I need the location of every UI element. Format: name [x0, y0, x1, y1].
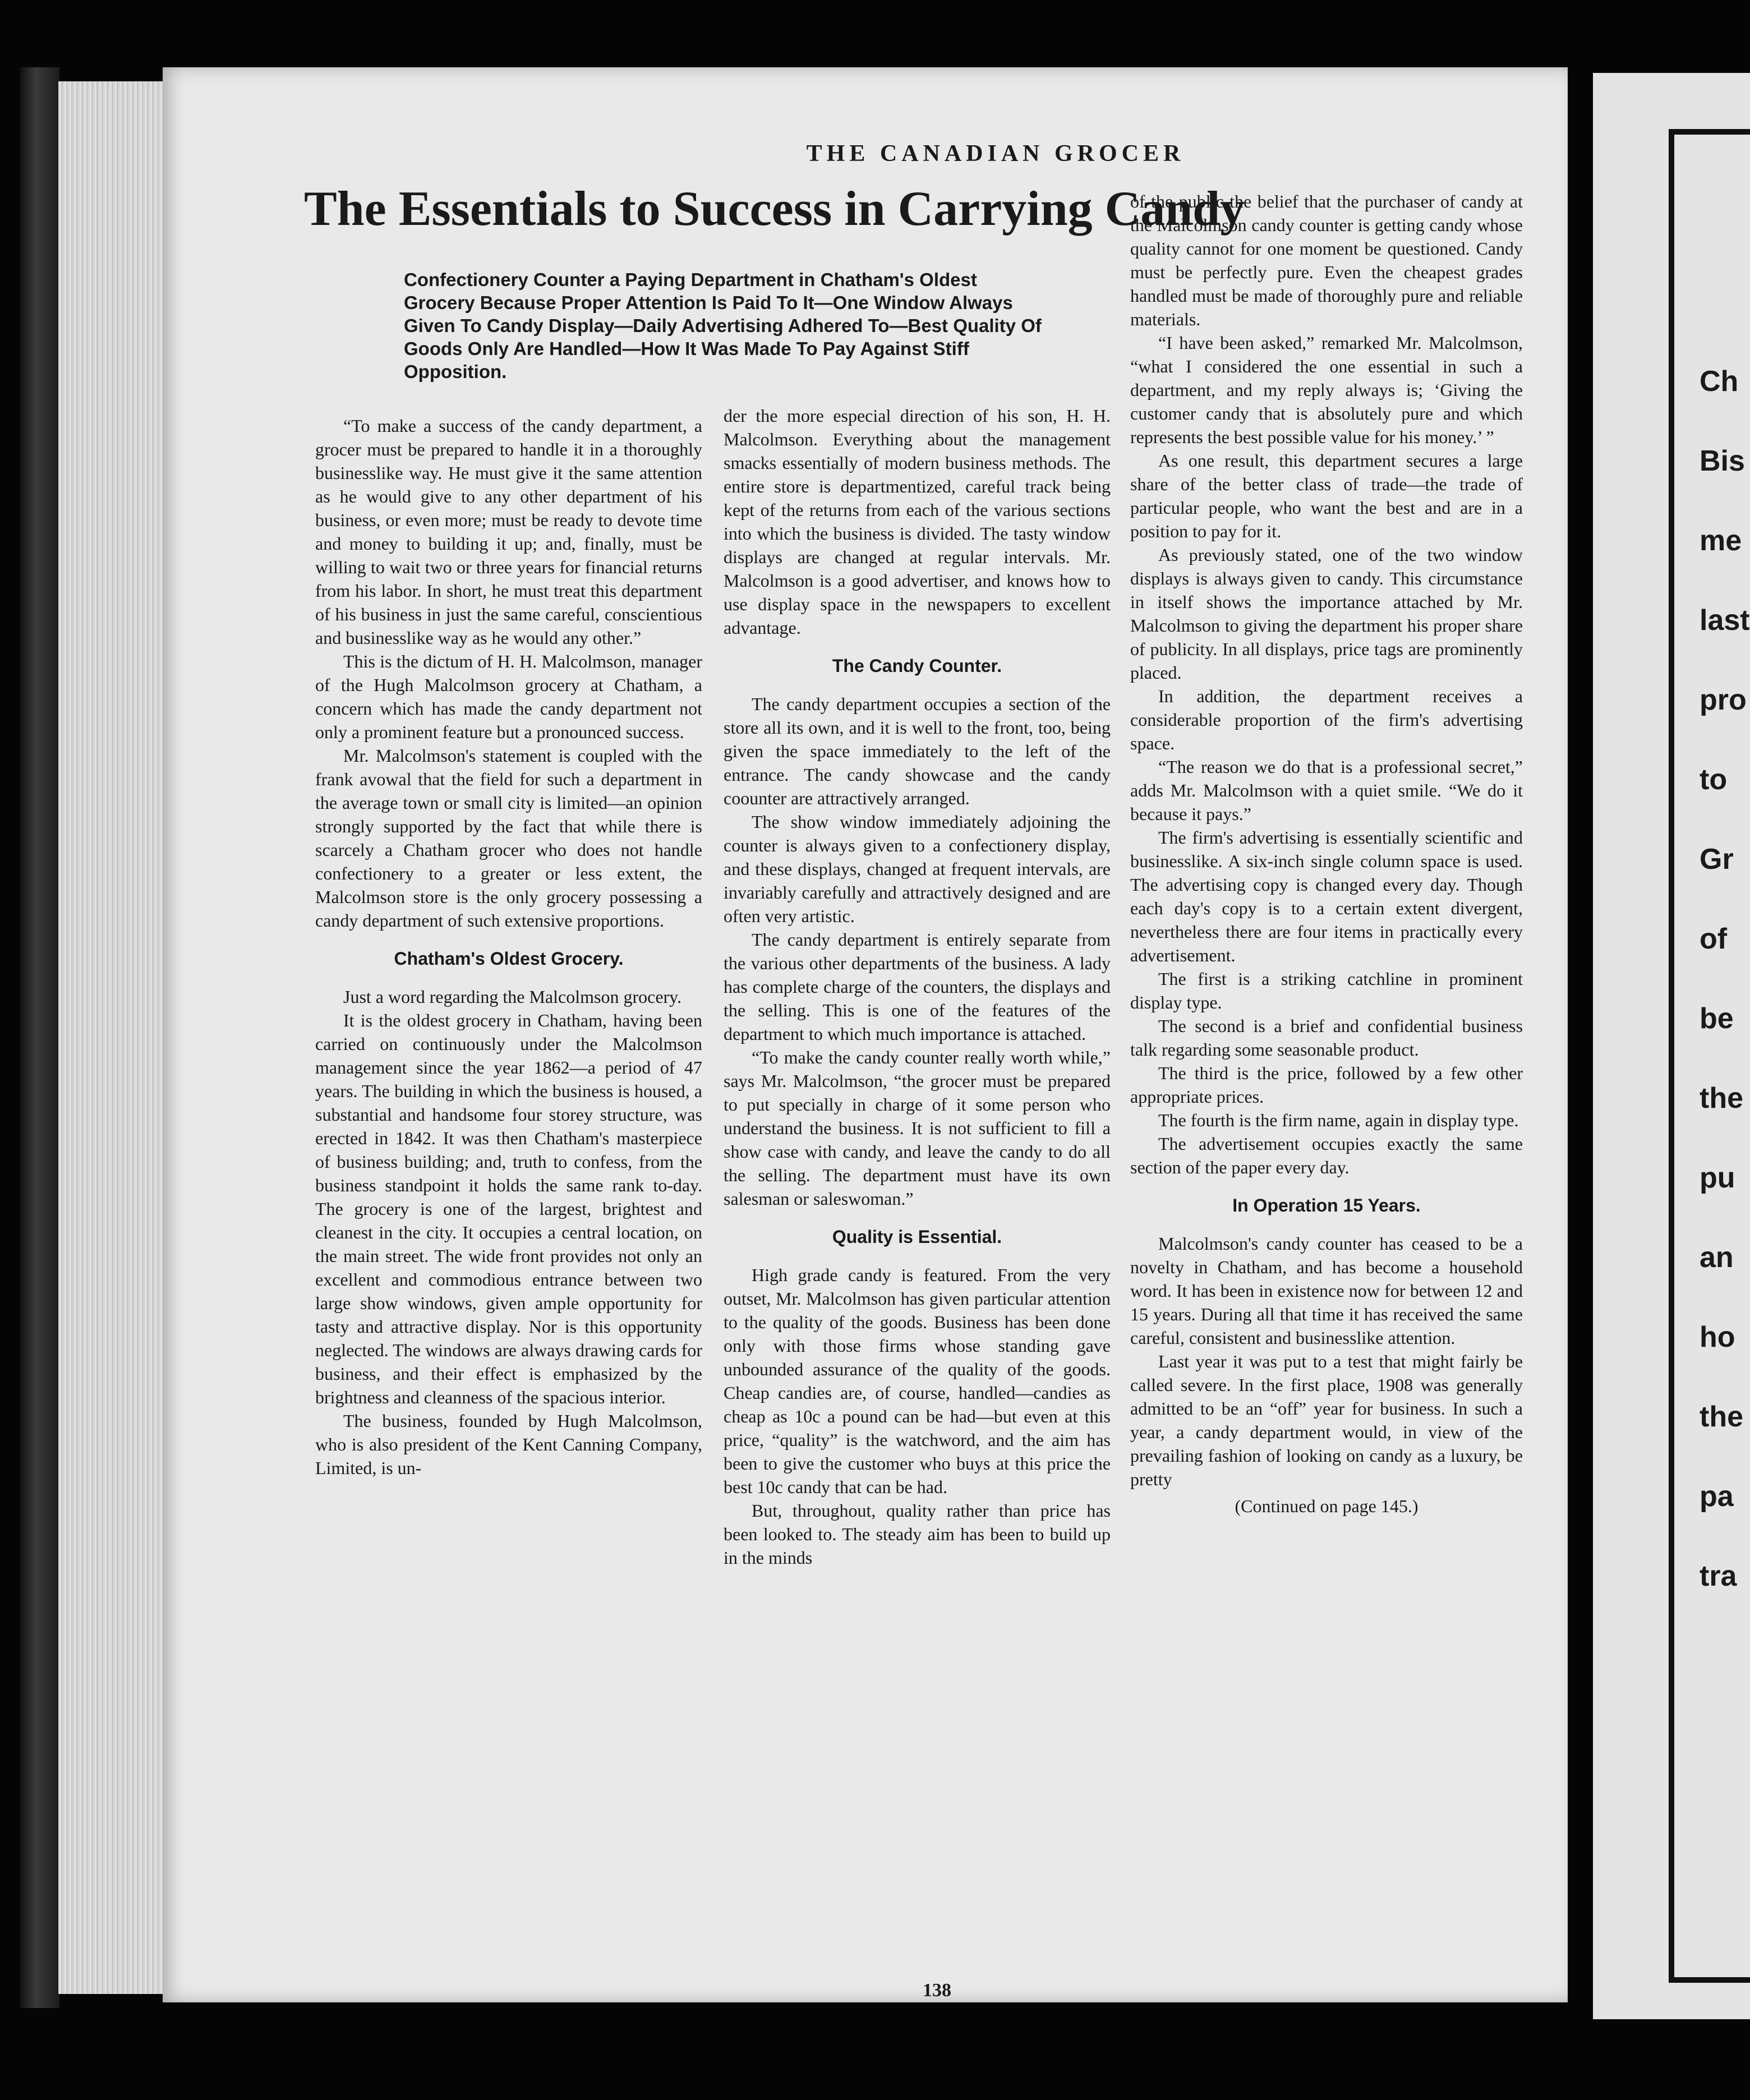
facing-page-fragment: Bis [1700, 445, 1745, 477]
paragraph: der the more especial direction of his son, H. H. Malcolmson. Everything about the management smacks essentially of modern business methods. The entire store is departmentized, careful track being kept of the returns from each of the various sections into which the business is divided. The tasty window displays are changed at regular intervals. Mr. Malcolmson is a good advertiser, and knows how to use display space in the newspapers to excellent advantage. [724, 406, 1111, 638]
facing-page-fragment: pu [1700, 1162, 1735, 1194]
facing-page-fragment: pro [1700, 684, 1747, 716]
facing-page-fragment: ho [1700, 1321, 1735, 1353]
facing-page-fragment: me [1700, 524, 1742, 557]
facing-page-fragment: be [1700, 1002, 1734, 1035]
facing-page-fragment: Ch [1700, 365, 1739, 398]
column-3 [1130, 190, 1523, 1518]
paragraph: The advertisement occupies exactly the same section of the paper every day. [1130, 1134, 1523, 1177]
article-title: The Essentials to Success in Carrying Candy [304, 182, 1245, 236]
column-1 [315, 414, 702, 1480]
paragraph: “I have been asked,” remarked Mr. Malcolmson, “what I considered the one essential in such a department, and my reply always is; ‘Giving the customer candy that is absolutely pure and which represents the best possible value for his money.’ ” [1130, 333, 1523, 447]
facing-page-fragment: to [1700, 763, 1728, 796]
paragraph: The candy department is entirely separate from the various other departments of the business. A lady has complete charge of the counters, the displays and the selling. This is one of the features of the department to which much importance is attached. [724, 929, 1111, 1044]
column-2 [724, 404, 1111, 1569]
running-head: THE CANADIAN GROCER [806, 141, 1185, 167]
paragraph: The business, founded by Hugh Malcolmson, who is also president of the Kent Canning Company, Limited, is un- [315, 1411, 702, 1478]
paragraph: It is the oldest grocery in Chatham, having been carried on continuously under the Malcolmson management since the year 1862—a period of 47 years. The building in which the business is housed, a substantial and handsome four storey structure, was erected in 1842. It was then Chatham's masterpiece of business building; and, truth to confess, from the business standpoint it holds the same rank to-day. The grocery is one of the largest, brightest and cleanest in the city. It occupies a central location, on the main street. The wide front provides not only an excellent and commodious entrance between two large show windows, given ample opportunity for tasty and attractive display. Nor is this opportunity neglected. The windows are always drawing cards for business, and their effect is emphasized by the brightness and cleanness of the spacious interior. [315, 1010, 702, 1407]
facing-page-fragment: the [1700, 1401, 1743, 1433]
paragraph: Mr. Malcolmson's statement is coupled with the frank avowal that the field for such a department in the average town or small city is limited—an opinion strongly supported by the fact that while there is scarcely a Chatham grocer who does not handle confectionery to a greater or less extent, the Malcolmson store is the only grocery possessing a candy department of such extensive proportions. [315, 745, 702, 931]
paragraph: “The reason we do that is a professional secret,” adds Mr. Malcolmson with a quiet smile. “We do it because it pays.” [1130, 757, 1523, 824]
paragraph: The firm's advertising is essentially scientific and businesslike. A six-inch single column space is used. The advertising copy is changed every day. Though each day's copy is to a certain extent divergent, nevertheless there are four items in practically every advertisement. [1130, 827, 1523, 965]
continued-note: (Continued on page 145.) [1235, 1496, 1419, 1516]
facing-page-fragment: tra [1700, 1560, 1737, 1592]
facing-page-ad-frame [1669, 129, 1750, 1983]
article-deck: Confectionery Counter a Paying Department in Chatham's Oldest Grocery Because Proper Attention Is Paid To It—One Window Always Given To Candy Display—Daily Advertising Adhered To—Best Quality Of Goods Only Are Handled—How It Was Made To Pay Against Stiff Opposition. [404, 269, 1042, 382]
paragraph: The third is the price, followed by a few other appropriate prices. [1130, 1063, 1523, 1107]
facing-page-fragment: of [1700, 923, 1728, 955]
page-edges [58, 81, 166, 1994]
facing-page-fragment: Gr [1700, 843, 1734, 876]
facing-page-fragment: an [1700, 1241, 1734, 1274]
paragraph: Last year it was put to a test that might fairly be called severe. In the first place, 1908 was generally admitted to be an “off” year for business. In such a year, a candy department would, in view of the prevailing fashion of looking on candy as a luxury, be pretty [1130, 1351, 1523, 1489]
paragraph: High grade candy is featured. From the very outset, Mr. Malcolmson has given particular attention to the quality of the goods. Business has been done only with those firms whose standing gave unbounded assurance of the quality of the goods. Cheap candies are, of course, handled—candies as cheap as 10c a pound can be had—but even at this price, “quality” is the watchword, and the aim has been to give the customer who buys at this price the best 10c candy that can be had. [724, 1265, 1111, 1497]
paragraph: As one result, this department secures a large share of the better class of trade—the trade of particular people, who want the best and are in a position to pay for it. [1130, 450, 1523, 541]
section-heading: Chatham's Oldest Grocery. [394, 948, 624, 969]
paragraph: This is the dictum of H. H. Malcolmson, manager of the Hugh Malcolmson grocery at Chatham, a concern which has made the candy department not only a prominent feature but a pronounced success. [315, 651, 702, 742]
facing-page-fragment: the [1700, 1082, 1743, 1115]
paragraph: “To make a success of the candy department, a grocer must be prepared to handle it in a thoroughly businesslike way. He must give it the same attention as he would give to any other department of his business, or even more; must be ready to devote time and money to building it up; and, finally, must be willing to wait two or three years for financial returns from his labor. In short, he must treat this department of his business in just the same careful, conscientious and businesslike way as he would any other.” [315, 416, 702, 648]
magazine-page [163, 67, 1568, 2002]
section-heading: In Operation 15 Years. [1232, 1195, 1421, 1215]
section-heading: Quality is Essential. [832, 1227, 1002, 1247]
paragraph: Malcolmson's candy counter has ceased to be a novelty in Chatham, and has become a household word. It has been in existence now for between 12 and 15 years. During all that time it has received the same careful, consistent and businesslike attention. [1130, 1233, 1523, 1348]
paragraph: But, throughout, quality rather than price has been looked to. The steady aim has been to build up in the minds [724, 1500, 1111, 1568]
paragraph: The second is a brief and confidential business talk regarding some seasonable product. [1130, 1016, 1523, 1060]
paragraph: Just a word regarding the Malcolmson grocery. [343, 987, 682, 1007]
page-number: 138 [923, 1980, 951, 2001]
paragraph: of the public the belief that the purchaser of candy at the Malcolmson candy counter is getting candy whose quality cannot for one moment be questioned. Candy must be perfectly pure. Even the cheapest grades handled must be made of thoroughly pure and reliable materials. [1130, 191, 1523, 329]
paragraph: The fourth is the firm name, again in display type. [1158, 1110, 1519, 1130]
book-spine [20, 67, 59, 2008]
paragraph: In addition, the department receives a considerable proportion of the firm's advertising space. [1130, 686, 1523, 753]
paragraph: “To make the candy counter really worth while,” says Mr. Malcolmson, “the grocer must be prepared to put specially in charge of it some person who understand the business. It is not sufficient to fill a show case with candy, and leave the candy to do all the selling. The department must have its own salesman or saleswoman.” [724, 1047, 1111, 1209]
facing-page-fragment: pa [1700, 1480, 1734, 1513]
section-heading: The Candy Counter. [832, 656, 1002, 676]
paragraph: The show window immediately adjoining the counter is always given to a confectionery display, and these displays, changed at frequent intervals, are invariably carefully and attractively designed and are often very artistic. [724, 812, 1111, 926]
facing-page-fragment: last [1700, 604, 1750, 637]
paragraph: As previously stated, one of the two window displays is always given to candy. This circumstance in itself shows the importance attached by Mr. Malcolmson to giving the department his proper share of publicity. In all displays, price tags are prominently placed. [1130, 545, 1523, 683]
paragraph: The candy department occupies a section of the store all its own, and it is well to the front, too, being given the space immediately to the left of the entrance. The candy showcase and the candy coounter are attractively arranged. [724, 694, 1111, 808]
paragraph: The first is a striking catchline in prominent display type. [1130, 969, 1523, 1012]
